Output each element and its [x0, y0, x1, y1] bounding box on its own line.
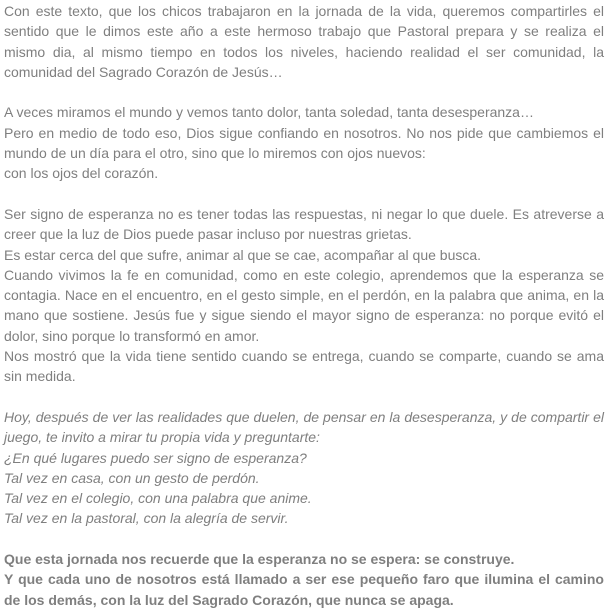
text-line: Es estar cerca del que sufre, animar al que se cae, acompañar al que busca.: [4, 246, 482, 263]
paragraph-invitacion: [4, 407, 604, 529]
paragraph-cierre: [4, 549, 604, 610]
text-line: Tal vez en el colegio, con una palabra que anime.: [4, 490, 312, 507]
text-line: Tal vez en casa, con un gesto de perdón.: [4, 469, 260, 486]
text-line: Que esta jornada nos recuerde que la esperanza no se espera: se construye.: [4, 551, 515, 568]
text-line: Pero en medio de todo eso, Dios sigue confiando en nosotros. No nos pide que cambiemos el mundo de un día para el otro, sino que lo miremos con ojos nuevos:: [4, 124, 604, 162]
text-line: Tal vez en la pastoral, con la alegría de servir.: [4, 510, 289, 527]
text-line: Y que cada uno de nosotros está llamado a ser ese pequeño faro que ilumina el camino de los demás, con la luz del Sagrado Corazón, que nunca se apaga.: [4, 571, 604, 608]
text-line: Hoy, después de ver las realidades que duelen, de pensar en la desesperanza, y de compartir el juego, te invito a mirar tu propia vida y preguntarte:: [4, 408, 604, 446]
text-line: A veces miramos el mundo y vemos tanto dolor, tanta soledad, tanta desesperanza…: [4, 104, 534, 121]
text-line: ¿En qué lugares puedo ser signo de esperanza?: [4, 449, 307, 466]
text-line: Ser signo de esperanza no es tener todas las respuestas, ni negar lo que duele. Es atreverse a creer que la luz de Dios puede pasar incluso por nuestras grietas.: [4, 205, 604, 243]
text-line: Con este texto, que los chicos trabajaron en la jornada de la vida, queremos compartirles el sentido que le dimos este año a este hermoso trabajo que Pastoral prepara y se realiza el mismo dia, al mismo tiempo en todos los niveles, haciendo realidad el ser comunidad, la comunidad del Sagrado Corazón de Jesús…: [4, 3, 604, 80]
text-line: Nos mostró que la vida tiene sentido cuando se entrega, cuando se comparte, cuando se ama sin medida.: [4, 348, 604, 385]
text-line: con los ojos del corazón.: [4, 165, 159, 182]
text-line: Cuando vivimos la fe en comunidad, como en este colegio, aprendemos que la esperanza se contagia. Nace en el encuentro, en el gesto simple, en el perdón, en la palabra que anima, en la mano que sostiene. Jesús fue y sigue siendo el mayor signo de esperanza: no porque evitó el dolor, sino porque lo transformó en amor.: [4, 266, 604, 344]
paragraph-signo: [4, 204, 604, 387]
paragraph-intro: [4, 1, 604, 82]
paragraph-mirada: [4, 102, 604, 183]
